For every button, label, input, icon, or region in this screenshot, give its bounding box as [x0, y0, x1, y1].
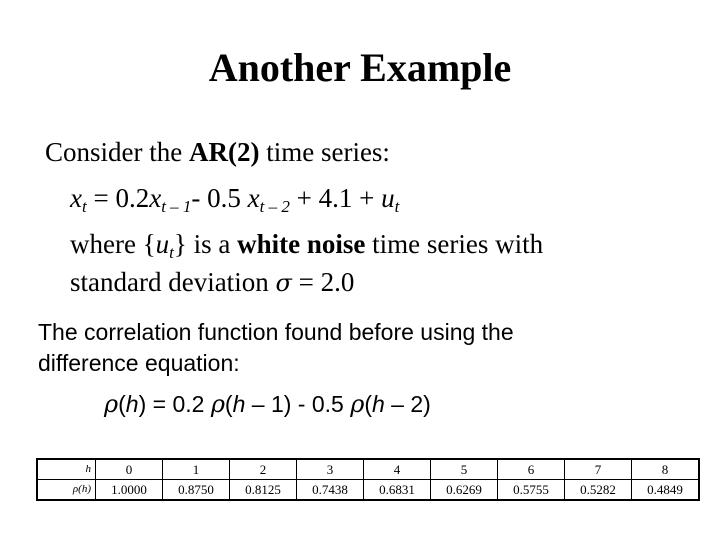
rho-part-3: (: [224, 391, 233, 417]
table-cell: 3: [297, 459, 364, 480]
intro-line: [45, 136, 390, 168]
table-row-rho: [37, 480, 699, 501]
var-x-lag2: x: [247, 183, 260, 213]
correlation-intro-2: difference equation:: [38, 350, 240, 376]
correlation-intro-1: The correlation function found before using the: [38, 319, 514, 345]
table-cell: 8: [632, 459, 700, 480]
table-cell: 0.8125: [230, 480, 297, 501]
table-cell: 2: [230, 459, 297, 480]
table-cell: 7: [565, 459, 632, 480]
where-end: time series with: [365, 229, 544, 259]
table-header-h: h: [37, 459, 96, 480]
sub-t: t: [81, 197, 87, 216]
rho-symbol-2: ρ: [210, 390, 225, 418]
stddev-line: [70, 266, 354, 299]
table-cell: 0.6831: [364, 480, 431, 501]
eq-part-2: - 0.5: [191, 183, 248, 213]
eq-part-3: + 4.1 +: [289, 183, 382, 213]
table-cell: 1.0000: [96, 480, 163, 501]
table-cell: 6: [498, 459, 565, 480]
table-cell: 0.7438: [297, 480, 364, 501]
table-header-rho: ρ(h): [37, 480, 96, 501]
var-u: u: [381, 183, 395, 213]
correlation-table: [36, 458, 700, 501]
page-title: Another Example: [208, 45, 512, 90]
rho-symbol-1: ρ: [104, 390, 119, 418]
table-cell: 0: [96, 459, 163, 480]
sub-t-minus-2: t – 2: [259, 197, 290, 216]
where-text: where {: [70, 229, 156, 259]
ar2-equation: [70, 182, 399, 223]
eq-part-1: = 0.2: [86, 183, 150, 213]
var-x: x: [70, 183, 82, 213]
rho-equation: [104, 390, 431, 418]
table-cell: 1: [163, 459, 230, 480]
table-cell: 0.5282: [565, 480, 632, 501]
sub-u-t: t: [394, 197, 400, 216]
table-cell: 5: [431, 459, 498, 480]
table-cell: 0.4849: [632, 480, 700, 501]
table-cell: 0.6269: [431, 480, 498, 501]
stddev-text: standard deviation: [70, 267, 276, 297]
rho-part-5: (: [364, 391, 372, 417]
sub-u-series: t: [169, 243, 174, 262]
where-mid: } is a: [173, 229, 238, 259]
model-name: AR(2): [188, 137, 260, 167]
var-h-3: h: [372, 391, 385, 417]
rho-part-2: ) = 0.2: [138, 391, 211, 417]
sub-t-minus-1: t – 1: [161, 197, 192, 216]
table-row-h: [37, 459, 699, 480]
intro-text: Consider the: [45, 137, 189, 167]
sigma-symbol: σ: [275, 269, 292, 297]
table-cell: 0.5755: [498, 480, 565, 501]
where-line: [70, 228, 543, 269]
rho-part-6: – 2): [384, 391, 431, 417]
table-cell: 0.8750: [163, 480, 230, 501]
table-cell: 4: [364, 459, 431, 480]
rho-part-1: (: [118, 391, 126, 417]
var-x-lag1: x: [149, 183, 162, 213]
rho-part-4: – 1) - 0.5: [245, 391, 351, 417]
stddev-value: = 2.0: [291, 267, 355, 297]
white-noise-term: white noise: [237, 229, 366, 259]
table-underline-mark: [48, 499, 84, 501]
var-h-1: h: [125, 391, 139, 417]
var-u-series: u: [155, 229, 170, 259]
intro-text-end: time series:: [259, 137, 390, 167]
var-h-2: h: [232, 391, 246, 417]
rho-symbol-3: ρ: [350, 390, 365, 418]
